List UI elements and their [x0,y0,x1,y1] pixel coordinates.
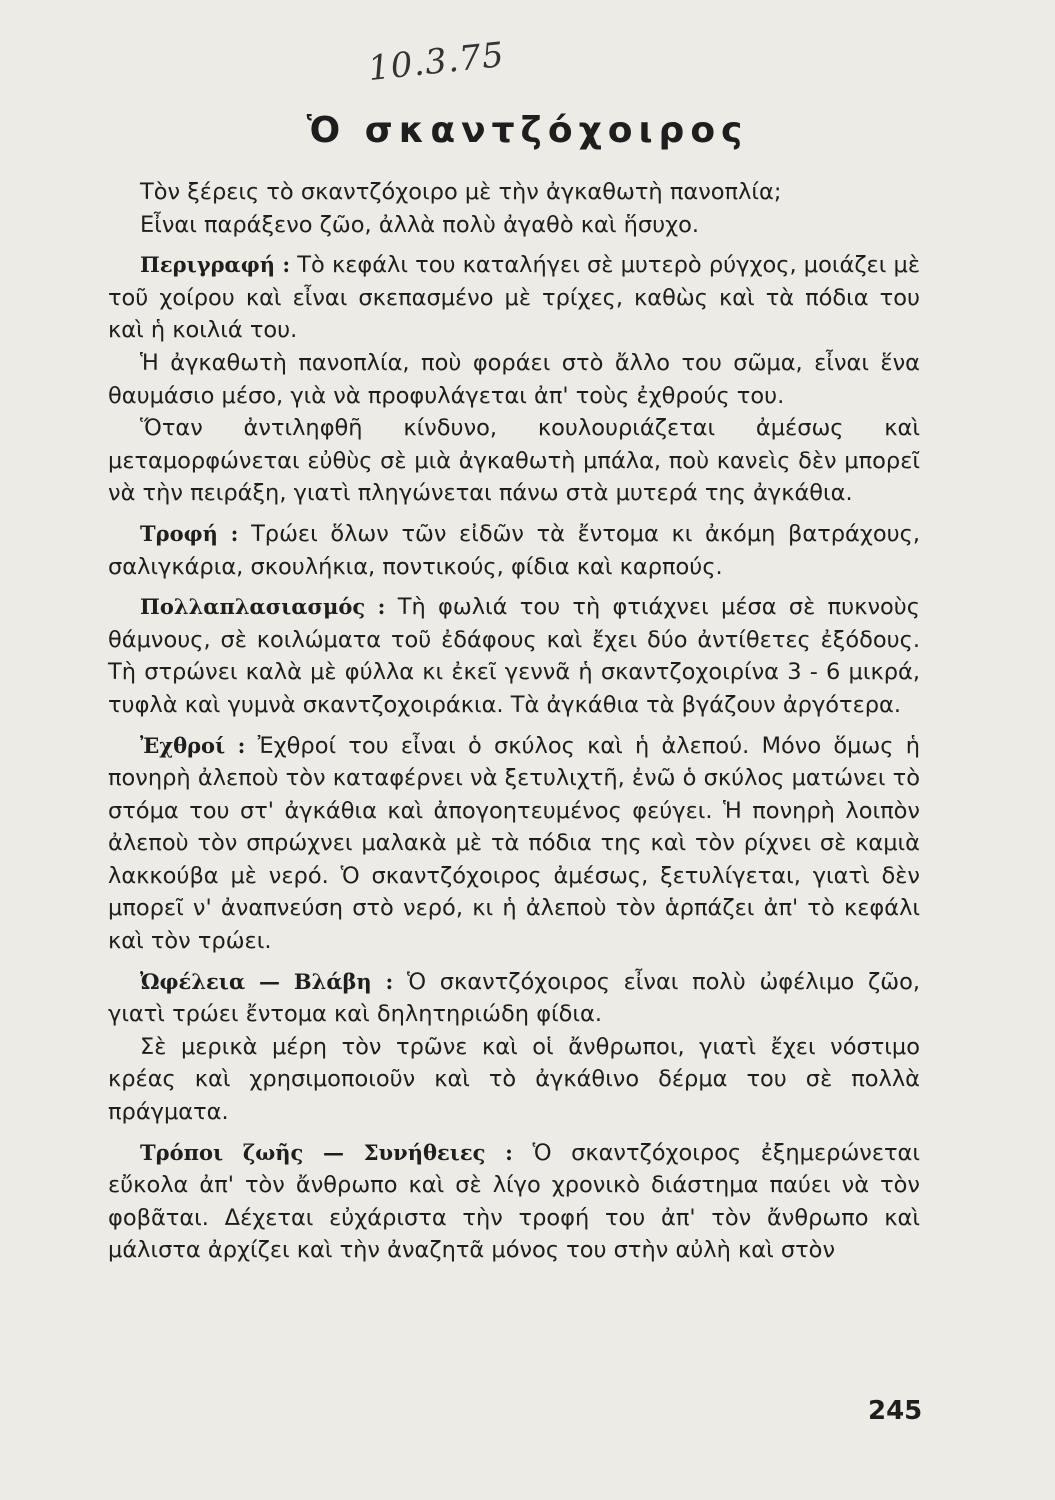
description-paragraph [108,249,920,347]
article-body [108,176,920,1267]
handwritten-date-note: 10.3.75 [366,34,507,90]
benefit-paragraph [108,966,920,1031]
armor-paragraph: Ἡ ἀγκαθωτὴ πανοπλία, ποὺ φοράει στὸ ἄλλο του σῶμα, εἶναι ἕνα θαυμάσιο μέσο, γιὰ νὰ προφυλάγεται ἀπ' τοὺς ἐχθρούς του. [108,349,920,409]
intro-line-2: Εἶναι παράξενο ζῶο, ἀλλὰ πολὺ ἀγαθὸ καὶ ἥσυχο. [140,211,700,238]
habits-text: Ὁ σκαντζόχοιρος ἐξημερώνεται εὔκολα ἀπ' τὸν ἄνθρωπο καὶ σὲ λίγο χρονικὸ διάστημα παύει νὰ τὸν φοβᾶται. Δέχεται εὐχάριστα τὴν τροφή του ἀπ' τὸν ἄνθρωπο καὶ μάλιστα ἀρχίζει καὶ τὴν ἀναζητᾶ μόνος του στὴν αὐλὴ καὶ στὸν [108,1139,921,1264]
enemies-paragraph [108,730,920,958]
food-paragraph [108,518,920,583]
habits-heading: Τρόποι ζωῆς — Συνήθειες : [140,1139,513,1165]
page-title: Ὁ σκαντζόχοιρος [306,110,749,151]
food-text: Τρώει ὅλων τῶν εἰδῶν τὰ ἔντομα κι ἀκόμη βατράχους, σαλιγκάρια, σκουλήκια, ποντικούς, φίδια καὶ καρπούς. [108,520,921,580]
habits-paragraph [108,1137,920,1267]
description-text: Τὸ κεφάλι του καταλήγει σὲ μυτερὸ ρύγχος, μοιάζει μὲ τοῦ χοίρου καὶ εἶναι σκεπασμένο μὲ τρίχες, καθὼς καὶ τὰ πόδια του καὶ ἡ κοιλιά του. [108,252,920,344]
food-heading: Τροφή : [140,520,239,546]
page-number: 245 [868,1396,923,1426]
intro-line-1: Τὸν ξέρεις τὸ σκαντζόχοιρο μὲ τὴν ἀγκαθωτὴ πανοπλία; [140,179,782,205]
reproduction-heading: Πολλαπλασιασμός : [140,594,386,620]
enemies-heading: Ἐχθροί : [140,732,246,758]
enemies-text: Ἐχθροί του εἶναι ὁ σκύλος καὶ ἡ ἀλεπού. Μόνο ὅμως ἡ πονηρὴ ἀλεποὺ τὸν καταφέρνει νὰ ξετυλιχτῆ, ἐνῶ ὁ σκύλος ματώνει τὸ στόμα του στ' ἀγκάθια καὶ ἀπογοητευμένος φεύγει. Ἡ πονηρὴ λοιπὸν ἀλεποὺ τὸν σπρώχνει μαλακὰ μὲ τὰ πόδια της καὶ τὸν ρίχνει σὲ καμιὰ λακκούβα μὲ νερό. Ὁ σκαντζόχοιρος ἀμέσως, ξετυλίγεται, γιατὶ δὲν μπορεῖ ν' ἀναπνεύση στὸ νερό, κι ἡ ἀλεποὺ τὸν ἁρπάζει ἀπ' τὸ κεφάλι καὶ τὸν τρώει. [108,732,920,955]
reproduction-text: Τὴ φωλιά του τὴ φτιάχνει μέσα σὲ πυκνοὺς θάμνους, σὲ κοιλώματα τοῦ ἐδάφους καὶ ἔχει δύο ἀντίθετες ἐξόδους. Τὴ στρώνει καλὰ μὲ φύλλα κι ἐκεῖ γεννᾶ ἡ σκαντζοχοιρίνα 3 - 6 μικρά, τυφλὰ καὶ γυμνὰ σκαντζοχοιράκια. Τὰ ἀγκάθια τὰ βγάζουν ἀργότερα. [108,594,921,718]
benefit-heading: Ὠφέλεια — Βλάβη : [140,968,394,994]
description-heading: Περιγραφή : [140,252,291,278]
danger-paragraph: Ὅταν ἀντιληφθῆ κίνδυνο, κουλουριάζεται ἀμέσως καὶ μεταμορφώνεται εὐθὺς σὲ μιὰ ἀγκαθωτὴ μπάλα, ποὺ κανεὶς δὲν μπορεῖ νὰ τὴν πειράξη, γιατὶ πληγώνεται πάνω στὰ μυτερά της ἀγκάθια. [108,415,920,507]
benefit-paragraph-2: Σὲ μερικὰ μέρη τὸν τρῶνε καὶ οἱ ἄνθρωποι, γιατὶ ἔχει νόστιμο κρέας καὶ χρησιμοποιοῦν καὶ τὸ ἀγκάθινο δέρμα του σὲ πολλὰ πράγματα. [108,1033,920,1126]
reproduction-paragraph [108,591,920,721]
benefit-text: Ὁ σκαντζόχοιρος εἶναι πολὺ ὠφέλιμο ζῶο, γιατὶ τρώει ἔντομα καὶ δηλητηριώδη φίδια. [108,968,920,1028]
